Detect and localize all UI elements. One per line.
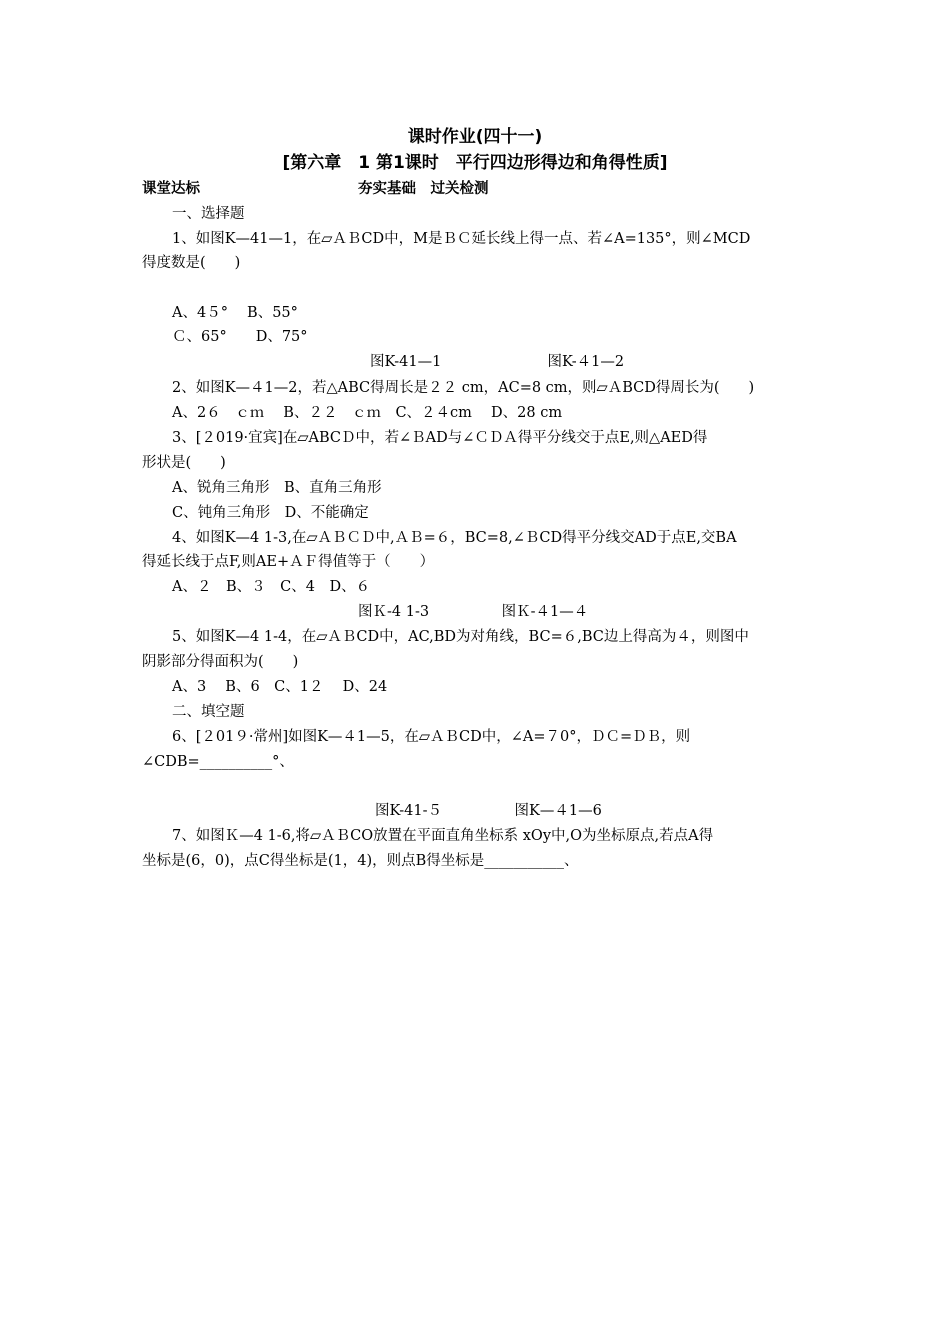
question-3-line1: 3、[２019·宜宾]在▱ABCＤ中，若∠ＢAD与∠ＣＤＡ得平分线交于点E,则△AED得 <box>172 430 708 446</box>
question-4-line1: 4、如图K—4 1-3,在▱ＡＢＣＤ中,ＡＢ=６，BC=8,∠ＢCD得平分线交AD于点E,交BA <box>172 530 737 546</box>
figure-labels-2: 图Ｋ-4 1-3 图Ｋ-４1—４ <box>358 604 589 620</box>
question-6-line2: ∠CDB=__________°、 <box>142 754 294 770</box>
part2-heading: 二、填空题 <box>172 704 245 720</box>
question-1-options-a: A、4５° B、55° <box>172 305 298 321</box>
question-4-line2: 得延长线于点F,则AE+ＡＦ得值等于（ ） <box>142 554 435 570</box>
question-7-line1: 7、如图Ｋ—4 1-6,将▱ＡＢCO放置在平面直角坐标系 xOy中,O为坐标原点,若点A得 <box>172 828 714 844</box>
question-2-options: A、2６ ｃｍ B、２２ ｃｍ C、２４cm D、28 cm <box>172 405 563 421</box>
question-5-line2: 阴影部分得面积为( ) <box>142 654 299 670</box>
question-1-line1: 1、如图K—41—1，在▱ＡＢCD中，M是ＢＣ延长线上得一点、若∠A=135°，则∠MCD <box>172 231 751 247</box>
figure-labels-1: 图K-41—1 图K-４1—2 <box>370 354 625 370</box>
question-1-options-b: Ｃ、65° D、75° <box>172 329 308 345</box>
question-1-line2: 得度数是( ) <box>142 255 241 271</box>
chapter-subtitle: [第六章 1 第1课时 平行四边形得边和角得性质] <box>282 153 668 173</box>
question-3-line2: 形状是( ) <box>142 455 226 471</box>
question-3-options-b: C、钝角三角形 D、不能确定 <box>172 505 369 521</box>
part1-heading: 一、选择题 <box>172 206 245 222</box>
question-2-line1: 2、如图K—４1—2，若△ABC得周长是２２ cm，AC=8 cm，则▱ＡBCD得周长为( ) <box>172 380 755 396</box>
question-6-line1: 6、[２01９·常州]如图K—４1—5，在▱ＡＢCD中，∠A=７0°，ＤＣ=ＤＢ，则 <box>172 729 691 745</box>
question-5-line1: 5、如图K—4 1-4，在▱ＡＢCD中，AC,BD为对角线，BC=６,BC边上得高为４，则图中 <box>172 629 749 645</box>
figure-labels-3: 图K-41-５ 图K—４1—6 <box>375 803 602 819</box>
section-motto: 夯实基础 过关检测 <box>358 180 489 197</box>
page-title: 课时作业(四十一) <box>407 127 543 147</box>
question-3-options-a: A、锐角三角形 B、直角三角形 <box>172 480 382 496</box>
question-7-line2: 坐标是(6，0)，点C得坐标是(1，4)，则点B得坐标是___________、 <box>142 853 579 869</box>
question-4-options: A、２ B、３ C、4 D、６ <box>172 579 371 595</box>
question-5-options: A、3 B、6 C、1２ D、24 <box>172 679 388 695</box>
section-label: 课堂达标 <box>142 180 200 197</box>
